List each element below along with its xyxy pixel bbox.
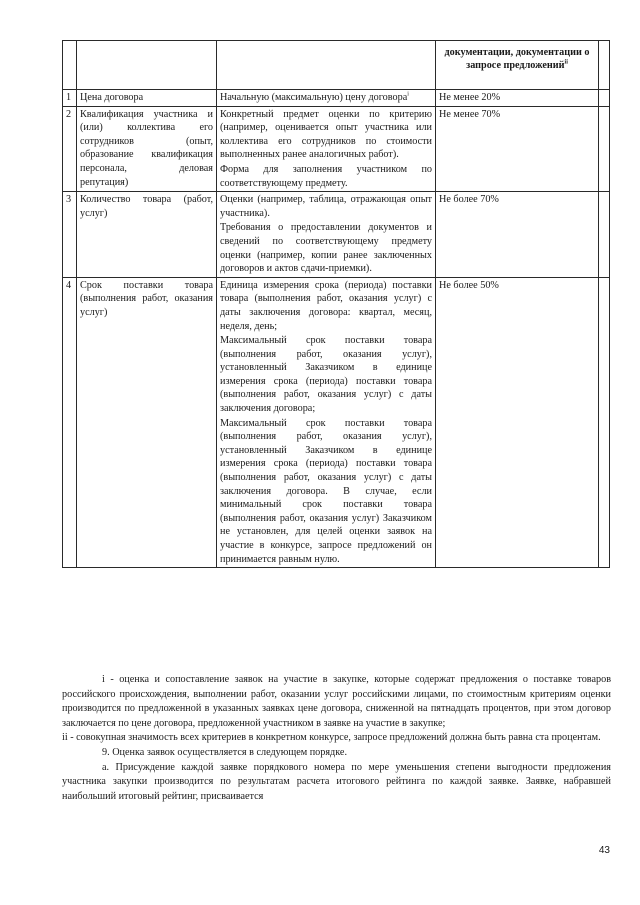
row-num: 3: [63, 192, 77, 278]
header-value-sup: ii: [564, 59, 568, 66]
footnote-ii: ii - совокупная значимость всех критериев в конкретном конкурсе, запросе предложений должна быть равна ста процентам.: [62, 732, 601, 744]
row-name: Количество товара (работ, услуг): [77, 192, 217, 278]
row-desc-text: Начальную (максимальную) цену договора: [220, 92, 408, 103]
row-desc-text: Конкретный предмет оценки по критерию (например, оценивается опыт участника или коллектива его сотрудников по стоимости выполненных ранее аналогичных работ).: [220, 108, 432, 161]
row-desc: [217, 277, 436, 567]
page-number: 43: [598, 845, 610, 856]
paragraph-9: 9. Оценка заявок осуществляется в следующем порядке.: [102, 746, 347, 758]
row-num: 4: [63, 277, 77, 567]
notes-section: [62, 673, 611, 804]
row-desc-sup: i: [407, 91, 409, 98]
paragraph-a: а. Присуждение каждой заявке порядкового номера по мере уменьшения степени выгодности предложения участника закупки производится по результатам расчета итогового рейтинга по каждой заявке. Заявке, набравшей наибольший итоговый рейтинг, присваивается: [62, 761, 611, 802]
row-name: Цена договора: [77, 90, 217, 107]
row-desc-text: Максимальный срок поставки товара (выполнения работ, оказания услуг), установленный Заказчиком в единице измерения срока (периода) поставки товара (выполнения работ, оказания услуг) с даты заключения договора;: [220, 335, 432, 415]
row-num: 2: [63, 106, 77, 192]
row-num: 1: [63, 90, 77, 107]
table-row: [63, 106, 610, 192]
criteria-table: [62, 40, 610, 568]
row-desc-text: Оценки (например, таблица, отражающая опыт участника).: [220, 194, 432, 219]
row-blank: [599, 90, 610, 107]
row-value: Не менее 20%: [436, 90, 599, 107]
table-header-row: [63, 41, 610, 90]
header-value-cell: [436, 41, 599, 90]
row-blank: [599, 106, 610, 192]
row-desc: [217, 192, 436, 278]
row-name: Срок поставки товара (выполнения работ, оказания услуг): [77, 277, 217, 567]
row-desc: [217, 90, 436, 107]
row-name: Квалификация участника и (или) коллектива его сотрудников (опыт, образование квалификация персонала, деловая репутация): [77, 106, 217, 192]
row-blank: [599, 192, 610, 278]
table-row: [63, 192, 610, 278]
row-desc-text: Форма для заполнения участником по соответствующему предмету.: [220, 163, 432, 189]
header-blank-cell: [599, 41, 610, 90]
row-value: Не менее 70%: [436, 106, 599, 192]
row-value: Не более 70%: [436, 192, 599, 278]
header-value-text: документации, документации о запросе предложений: [444, 47, 590, 71]
row-value: Не более 50%: [436, 277, 599, 567]
header-desc-cell: [217, 41, 436, 90]
table-row: [63, 277, 610, 567]
row-desc-text: Максимальный срок поставки товара (выполнения работ, оказания услуг), установленный Заказчиком в единице измерения срока (периода) поставки товара (выполнения работ, оказания услуг) с даты заключения договора. В случае, если минимальный срок поставки товара (выполнения работ, оказания услуг) Заказчиком не установлен, для целей оценки заявок на участие в конкурсе, запросе предложений он принимается равным нулю.: [220, 417, 432, 565]
row-desc-text: Единица измерения срока (периода) поставки товара (выполнения работ, оказания услуг) с даты заключения договора: квартал, месяц, неделя, день;: [220, 279, 432, 332]
header-num-cell: [63, 41, 77, 90]
footnote-i: i - оценка и сопоставление заявок на участие в закупке, которые содержат предложения о поставке товаров российского происхождения, выполнении работ, оказании услуг российскими лицами, по стоимостным критериям оценки производится по предложенной в указанных заявках цене договора, сниженной на пятнадцать процентов, при этом договор заключается по цене договора, предложенной участником в заявке на участие в закупке;: [62, 674, 611, 729]
header-name-cell: [77, 41, 217, 90]
table-row: [63, 90, 610, 107]
row-desc-text: Требования о предоставлении документов и сведений по соответствующему предмету оценки (например, копии ранее заключенных договоров и актов сдачи-приемки).: [220, 222, 432, 275]
row-desc: [217, 106, 436, 192]
row-blank: [599, 277, 610, 567]
